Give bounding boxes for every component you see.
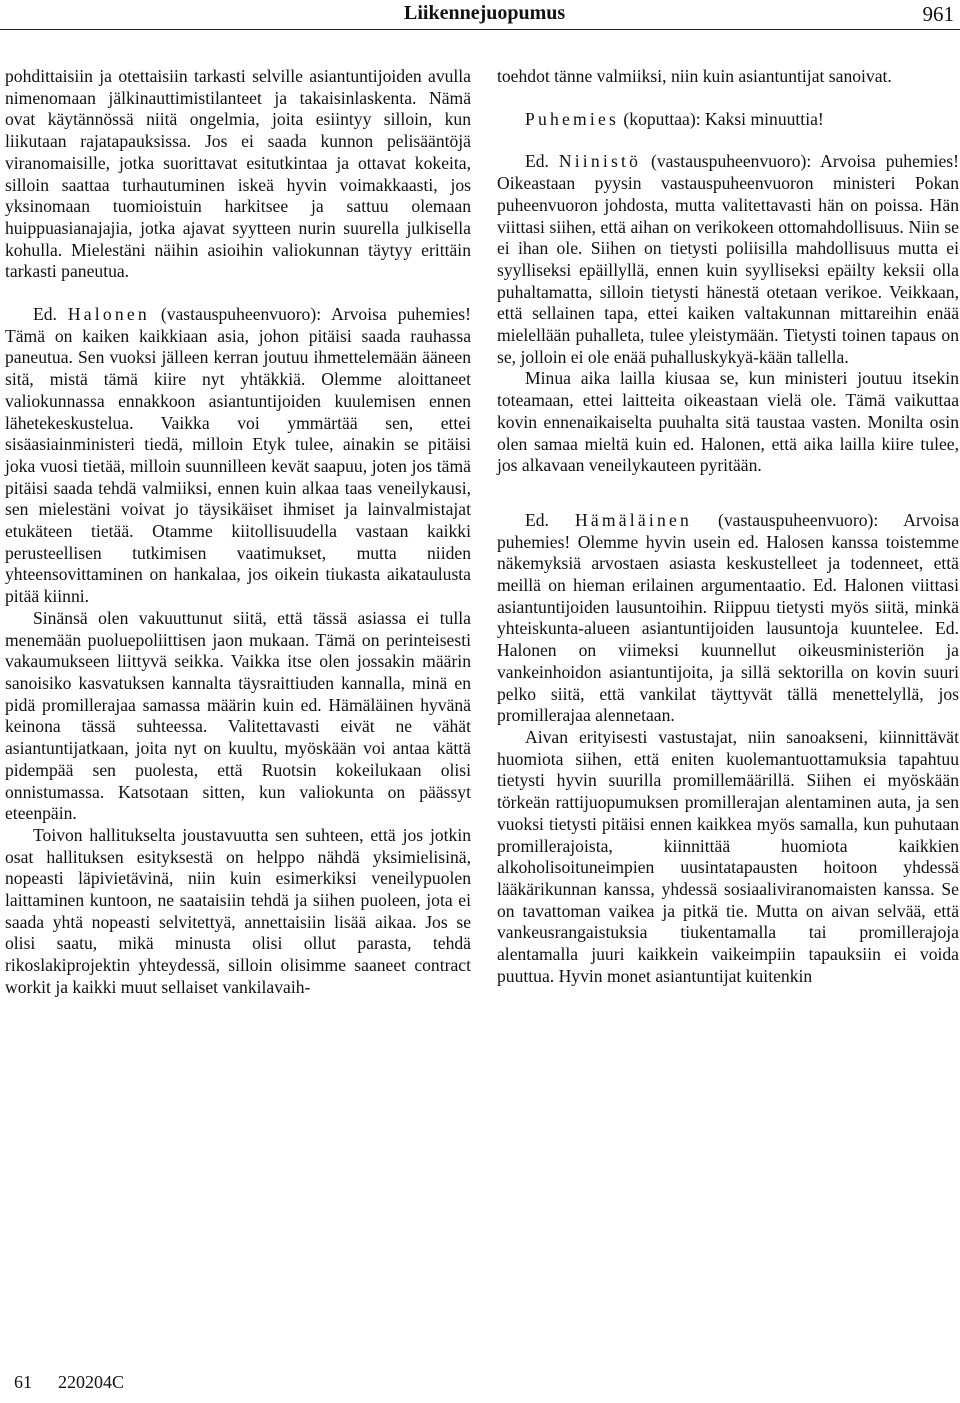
speech-prefix: Ed. xyxy=(525,509,575,530)
page-header xyxy=(0,0,960,30)
sheet-number: 61 xyxy=(14,1372,32,1392)
speaker-name: Puhemies xyxy=(525,108,620,129)
speech-niinisto xyxy=(497,151,959,368)
speech-hamalainen xyxy=(497,510,959,727)
header-rule xyxy=(0,29,960,30)
page-number: 961 xyxy=(922,2,954,26)
running-title: Liikennejuopumus xyxy=(404,2,566,24)
speech-text: (koputtaa): Kaksi minuuttia! xyxy=(619,108,824,129)
speaker-name: Niinistö xyxy=(558,151,642,172)
paragraph: Minua aika lailla kiusaa se, kun ministeri joutuu itsekin toteamaan, ettei laitteita oikeastaan vielä ole. Tämä vaikuttaa kovin ennenaikaiselta puuhalta sitä taustaa vasten. Monilta osin olen samaa mieltä kuin ed. Halonen, että aika lailla kiire tulee, jos alkavaan veneilykauteen pyritään. xyxy=(497,368,959,476)
speech-halonen xyxy=(5,304,471,608)
speech-text: (vastauspuheenvuoro): Arvoisa puhemies! Olemme hyvin usein ed. Halosen kanssa toistemme näkemyksiä arvostaen asiasta keskustelleet ja todenneet, että meillä on hieman erilainen argumentaatio. Ed. Halonen viittasi asiantuntijoiden lausuntoihin. Riippuu tietysti myös siitä, minkä yhteiskunta-alueen asiantuntijoiden lausuntoja kuuntelee. Ed. Halonen on viimeksi kuunnellut oikeusministeriön ja vankeinhoidon asiantuntijoita, ja sillä sektorilla on kovin suuri pelko siitä, että vankilat täyttyvät tällä menettelyllä, jos promillerajaa alennetaan. xyxy=(497,509,959,726)
speech-text: (vastauspuheenvuoro): Arvoisa puhemies! Tämä on kaiken kaikkiaan asia, johon pitäisi saada rauhassa paneutua. Sen vuoksi jälleen kerran joutuu ihmettelemään ääneen sitä, mistä tämä kiire nyt yhtäkkiä. Olemme aloittaneet valiokunnassa ennakkoon asiantuntijoiden kuulemisen ennen lähetekeskustelua. Vaikka voi ymmärtää sen, ettei sisäasiainministeri tiedä, milloin Etyk tulee, ainakin se pitäisi joka vuosi tietää, milloin suunnilleen kevät saapuu, joten jos tämä pitäisi saada tehdä valmiiksi, ennen kuin alkaa taas veneilykausi, sen mielestäni voivat jo täysikäiset ihmiset ja lainvalmistajat etukäteen tietää. Otamme kiitollisuudella vastaan kaikki perusteellisen tutkimisen vaatimukset, mutta niiden yhteensovittaminen on hankalaa, jos oikein tiukasta aikataulusta pitää kiinni. xyxy=(5,304,471,607)
speaker-name: Hämäläinen xyxy=(574,509,692,530)
speech-prefix: Ed. xyxy=(525,151,559,172)
speech-prefix: Ed. xyxy=(33,304,68,325)
paragraph: Aivan erityisesti vastustajat, niin sanoakseni, kiinnittävät huomiota siihen, että eniten kuolemantuottamuksia tapahtuu tietysti hyvin suurilla promillemäärillä. Siihen ei myöskään törkeän rattijuopumuksen promillerajan alentaminen auta, ja sen vuoksi tietysti pitäisi ennen kaikkea myös samalla, kun puhutaan promillerajoista, kiinnittää huomiota kaikkien alkoholisoituneimpien uusintatapausten hoitoon yhdessä lääkärikunnan kanssa, yhdessä sosiaaliviranomaisten kanssa. Se on tavattoman vaikea ja pitkä tie. Mutta on aivan selvää, että vankeusrangaistuksia tiukentamalla tai promillerajoja alentamalla juuri kaikkein vaikeimpiin tapauksiin ei voida puuttua. Hyvin monet asiantuntijat kuitenkin xyxy=(497,726,959,986)
speech-puhemies xyxy=(497,109,959,131)
left-column xyxy=(5,66,471,999)
right-column xyxy=(497,66,959,987)
page-footer xyxy=(14,1372,124,1393)
paragraph: toehdot tänne valmiiksi, niin kuin asiantuntijat sanoivat. xyxy=(497,66,892,86)
paragraph: pohdittaisiin ja otettaisiin tarkasti selville asiantuntijoiden avulla nimenomaan jälkinauttimistilanteet ja takaisinlaskenta. Nämä ovat käytännössä niitä ongelmia, joita esiintyy silloin, kun liikutaan rajatapauksissa. Jos ei saada kunnon pelisääntöjä viranomaisille, jotka suorittavat esitutkintaa ja ottavat kokeita, silloin saattaa turhautuminen iskeä hyvin voimakkaasti, jos yksinomaan tuomioistuin harkitsee ja sattuu olemaan huippuasianajajia, jotka ajavat syytteen nurin suurella julkisella kohulla. Mielestäni näihin asioihin valiokunnan täytyy erittäin tarkasti paneutua. xyxy=(5,66,471,282)
speaker-name: Halonen xyxy=(67,304,150,325)
speech-text: (vastauspuheenvuoro): Arvoisa puhemies! Oikeastaan pyysin vastauspuheenvuoron ministeri Pokan puheenvuoron johdosta, mutta valitettavasti hän on poissa. Hän viittasi siihen, että aihan on verikokeen ottomahdollisuus. Niin se ei ihan ole. Siihen on tietysti poliisilla mahdollisuus mutta ei syylliseksi epäillyllä, ennen kuin syylliseksi epäilty keksii olla puhaltamatta, silloin tietysti hänestä otetaan verikoe. Veikkaan, että sellainen tapa, ettei kaiken valtakunnan mittareihin enää mielellään puhalleta, tulee yleistymään. Tietysti toinen tapaus on se, jolloin ei ole enää puhalluskykyä-kään tallella. xyxy=(497,151,959,367)
paragraph: Sinänsä olen vakuuttunut siitä, että tässä asiassa ei tulla menemään puoluepoliittisen jaon mukaan. Tämä on perinteisesti vakaumukseen liittyvä seikka. Vaikka itse olen jossakin määrin sanoisiko kasvatuksen kannalta täysraittiuden kannalla, minä en pidä promillerajaa samassa määrin kuin ed. Hämäläinen hyvänä keinona tässä suhteessa. Valitettavasti eivät ne vähät asiantuntijatkaan, joita nyt on kuultu, myöskään voi antaa kättä pidempää sen puolesta, että Ruotsin kokeilukaan olisi onnistumassa. Katsotaan sitten, kun valiokunta on päässyt eteenpäin. xyxy=(5,607,471,824)
paragraph: Toivon hallitukselta joustavuutta sen suhteen, että jos jotkin osat hallituksen esityksestä on helppo nähdä yksimielisinä, nopeasti läpivietävinä, niin kuin esimerkiksi veneilypuolen laittaminen kuntoon, ne saataisiin tehdä ja siihen puoleen, jota ei saada yhtä nopeasti selvitettyä, annettaisiin lisää aikaa. Jos se olisi saatu, mikä minusta olisi ollut parasta, tehdä rikoslakiprojektin yhteydessä, silloin olisimme saaneet contract workit ja kaikki muut sellaiset vankilavaih- xyxy=(5,824,471,997)
print-code: 220204C xyxy=(58,1372,125,1392)
